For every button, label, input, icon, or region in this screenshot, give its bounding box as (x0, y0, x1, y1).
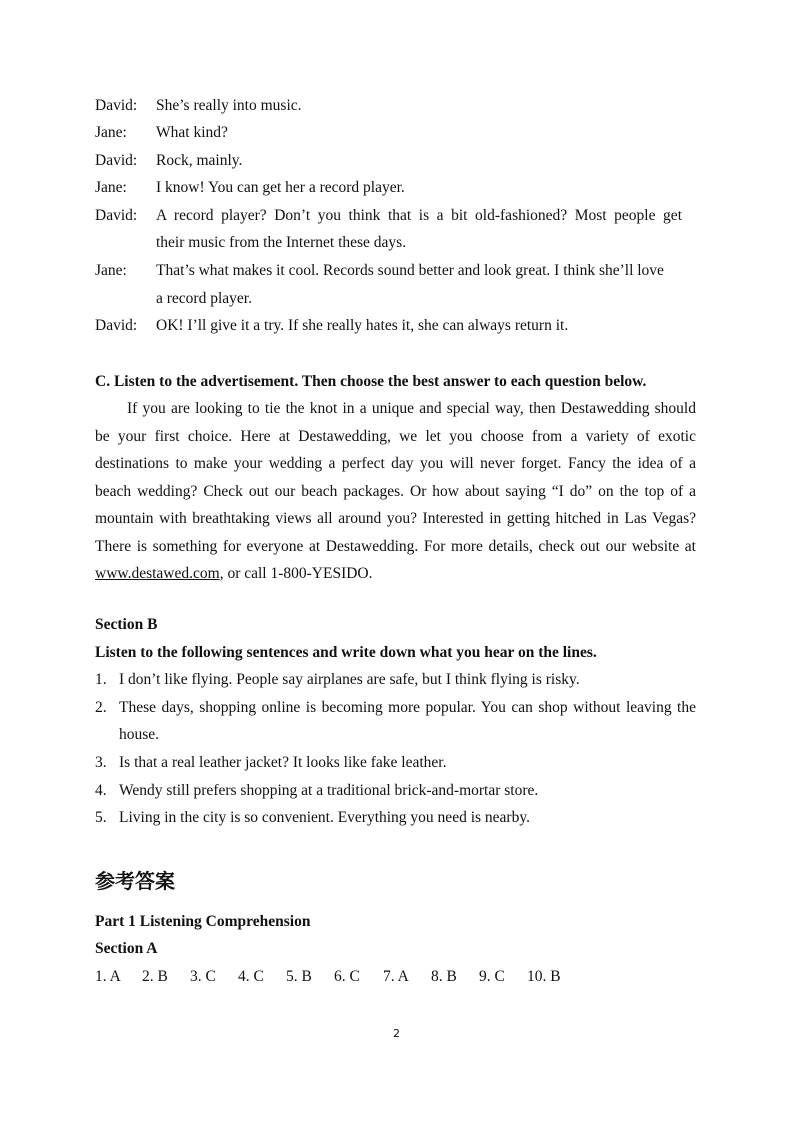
utterance: OK! I’ll give it a try. If she really hates it, she can always return it. (156, 317, 569, 334)
answer-key-title: 参考答案 (95, 869, 175, 893)
speaker-name: David: (95, 207, 138, 224)
utterance: What kind? (156, 124, 228, 141)
item-number: 4. (95, 782, 107, 799)
answer-item: 1. A (95, 968, 121, 985)
partc-heading: C. Listen to the advertisement. Then choose the best answer to each question below. (95, 373, 647, 390)
speaker-name: David: (95, 97, 138, 114)
answer-item: 4. C (238, 968, 264, 985)
website-link[interactable]: www.destawed.com (95, 565, 220, 582)
utterance: That’s what makes it cool. Records sound better and look great. I think she’ll love (156, 262, 664, 279)
item-text: Is that a real leather jacket? It looks like fake leather. (119, 754, 447, 771)
section-a-title: Section A (95, 940, 158, 957)
item-number: 3. (95, 754, 107, 771)
partc-paragraph-line: beach wedding? Check out our beach packages. Or how about saying “I do” on the top of a (95, 483, 696, 500)
utterance: a record player. (156, 290, 252, 307)
speaker-name: Jane: (95, 179, 127, 196)
partc-paragraph-line: There is something for everyone at Destawedding. For more details, check out our website at (95, 538, 696, 555)
answer-item: 2. B (142, 968, 168, 985)
answer-item: 8. B (431, 968, 457, 985)
speaker-name: David: (95, 317, 138, 334)
answer-item: 5. B (286, 968, 312, 985)
item-text: These days, shopping online is becoming more popular. You can shop without leaving the (119, 699, 696, 716)
speaker-name: David: (95, 152, 138, 169)
answer-item: 7. A (383, 968, 409, 985)
utterance: A record player? Don’t you think that is a bit old-fashioned? Most people get (156, 207, 682, 224)
utterance: Rock, mainly. (156, 152, 243, 169)
answer-item: 3. C (190, 968, 216, 985)
partc-paragraph-line: If you are looking to tie the knot in a unique and special way, then Destawedding should (127, 400, 696, 417)
speaker-name: Jane: (95, 262, 127, 279)
page-number: 2 (393, 1027, 400, 1040)
item-number: 5. (95, 809, 107, 826)
answer-item: 10. B (527, 968, 561, 985)
item-number: 1. (95, 671, 107, 688)
answer-item: 9. C (479, 968, 505, 985)
item-text: I don’t like flying. People say airplanes are safe, but I think flying is risky. (119, 671, 580, 688)
partc-paragraph-last-line (95, 564, 373, 584)
contact-text: , or call 1-800-YESIDO. (219, 565, 373, 582)
item-text: Wendy still prefers shopping at a traditional brick-and-mortar store. (119, 782, 539, 799)
partc-paragraph-line: destinations to make your wedding a perfect day you will never forget. Fancy the idea of a (95, 455, 696, 472)
section-b-instruction: Listen to the following sentences and write down what you hear on the lines. (95, 644, 597, 661)
utterance: She’s really into music. (156, 97, 302, 114)
utterance: their music from the Internet these days. (156, 234, 407, 251)
speaker-name: Jane: (95, 124, 127, 141)
answer-item: 6. C (334, 968, 360, 985)
item-text: Living in the city is so convenient. Everything you need is nearby. (119, 809, 530, 826)
item-text: house. (119, 726, 160, 743)
section-b-title: Section B (95, 616, 158, 633)
utterance: I know! You can get her a record player. (156, 179, 405, 196)
partc-paragraph-line: be your first choice. Here at Destawedding, we let you choose from a variety of exotic (95, 428, 696, 445)
item-number: 2. (95, 699, 107, 716)
partc-paragraph-line: mountain with breathtaking views all around you? Interested in getting hitched in Las Vegas? (95, 510, 696, 527)
part-title: Part 1 Listening Comprehension (95, 913, 311, 930)
